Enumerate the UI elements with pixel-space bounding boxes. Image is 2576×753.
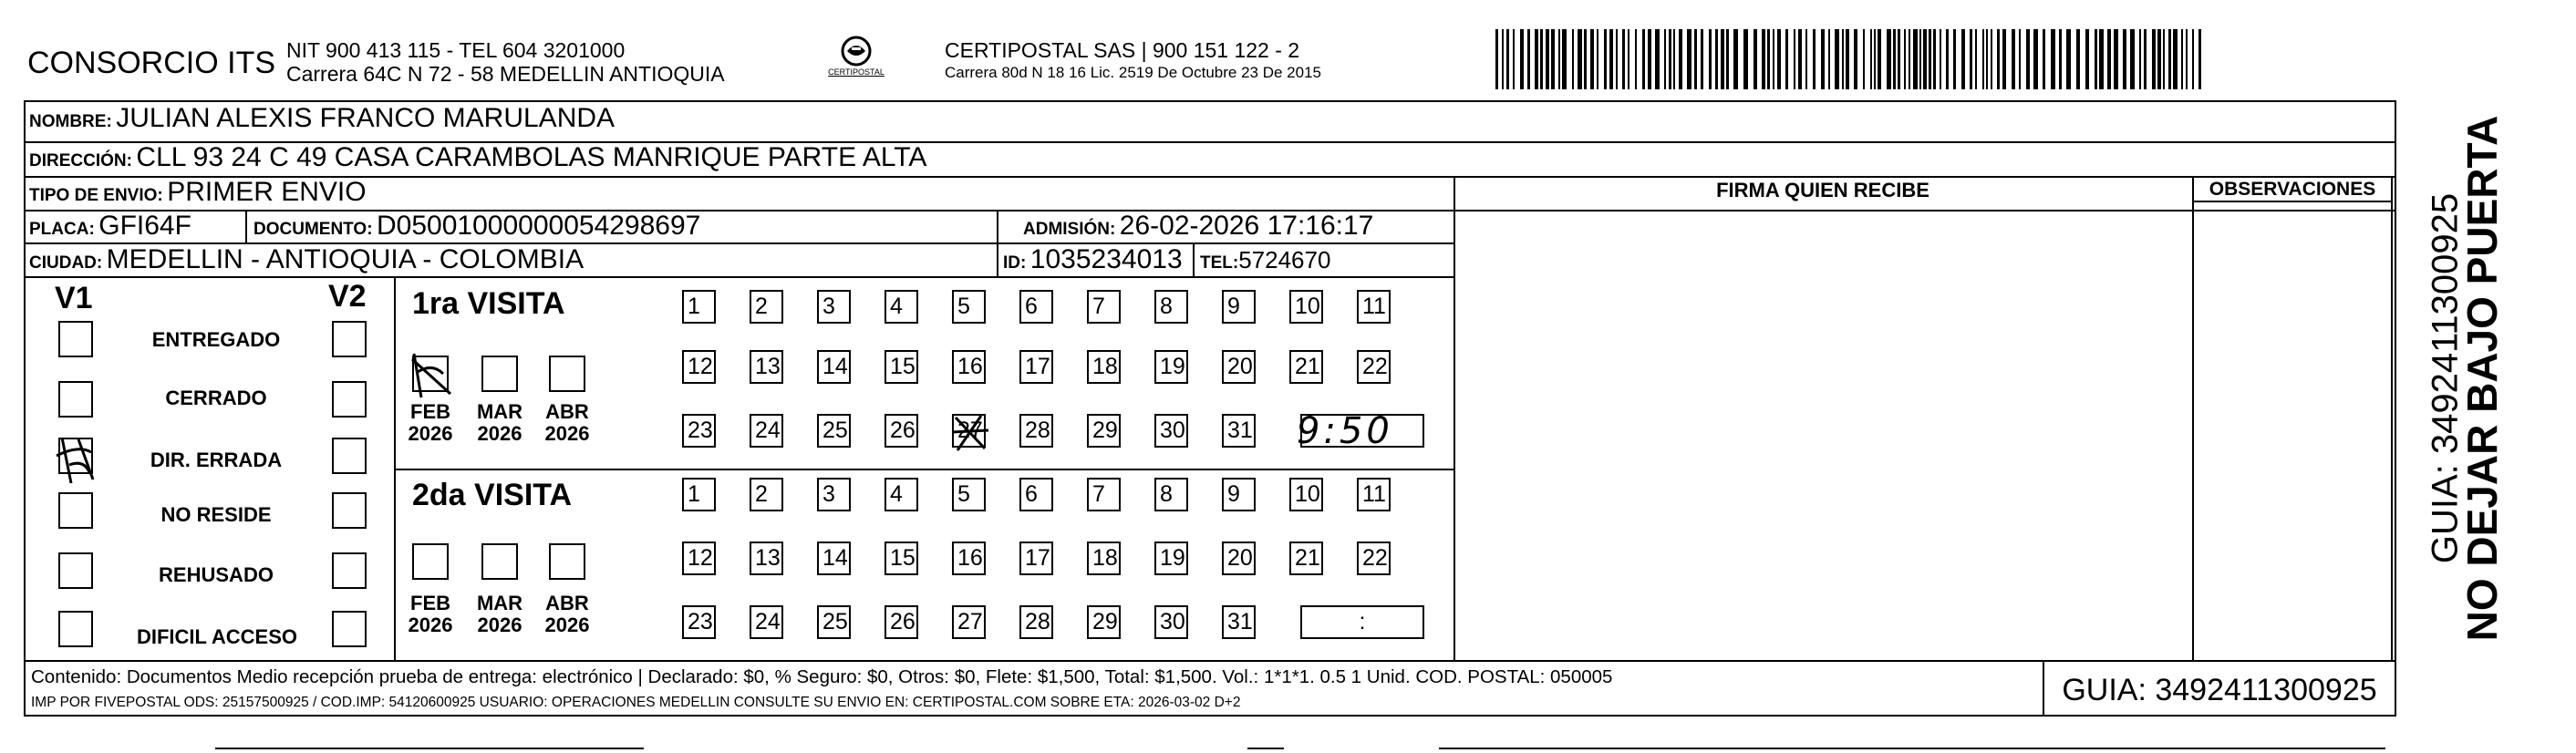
- placa-label: PLACA:: [29, 220, 95, 239]
- first-visit-day-10[interactable]: 10: [1289, 290, 1323, 324]
- second-visit-day-23[interactable]: 23: [682, 605, 716, 639]
- company-name: CONSORCIO ITS: [27, 46, 276, 80]
- first-visit-day-3[interactable]: 3: [817, 290, 851, 324]
- first-visit-day-25[interactable]: 25: [817, 414, 851, 448]
- first-visit-day-16[interactable]: 16: [952, 350, 986, 384]
- first-visit-day-2[interactable]: 2: [750, 290, 783, 324]
- ciudad-field: [29, 244, 584, 275]
- day-27-handwritten-mark: [948, 412, 990, 454]
- ciudad-label: CIUDAD:: [29, 253, 103, 273]
- second-visit-day-9[interactable]: 9: [1222, 478, 1256, 511]
- first-visit-day-8[interactable]: 8: [1154, 290, 1188, 324]
- second-visit-day-22[interactable]: 22: [1357, 542, 1391, 575]
- dir-errada-handwritten-mark: [51, 428, 106, 492]
- first-month-mar-label: MAR 2026: [476, 400, 523, 445]
- direccion-label: DIRECCIÓN:: [29, 151, 132, 170]
- firma-header: FIRMA QUIEN RECIBE: [1716, 179, 1929, 201]
- first-visit-day-5[interactable]: 5: [952, 290, 986, 324]
- second-visit-day-31[interactable]: 31: [1222, 605, 1256, 639]
- barcode: [1495, 29, 2218, 89]
- second-visit-day-13[interactable]: 13: [750, 542, 783, 575]
- first-visit-day-27[interactable]: 27: [952, 414, 986, 448]
- tipo-envio-field: [29, 177, 367, 208]
- status-dificil-acceso: DIFICIL ACCESO: [136, 625, 297, 648]
- direccion-field: [29, 142, 926, 173]
- admision-field: [1023, 211, 1373, 242]
- second-month-feb-label: FEB 2026: [408, 592, 453, 636]
- first-month-abr-label: ABR 2026: [544, 400, 590, 445]
- v2-rehusado-checkbox[interactable]: [332, 552, 367, 589]
- id-label: ID:: [1003, 253, 1027, 273]
- v2-entregado-checkbox[interactable]: [332, 321, 367, 357]
- second-visit-title: 2da VISITA: [412, 478, 573, 512]
- nombre-label: NOMBRE:: [29, 112, 112, 131]
- second-visit-day-3[interactable]: 3: [817, 478, 851, 511]
- v1-no-reside-checkbox[interactable]: [58, 492, 93, 529]
- second-month-abr-label: ABR 2026: [544, 592, 590, 636]
- first-visit-day-13[interactable]: 13: [750, 350, 783, 384]
- first-visit-day-21[interactable]: 21: [1289, 350, 1323, 384]
- second-visit-day-18[interactable]: 18: [1087, 542, 1121, 575]
- carrier-license: Carrera 80d N 18 16 Lic. 2519 De Octubre 23 De 2015: [945, 64, 1321, 81]
- v2-header: V2: [328, 279, 367, 314]
- first-visit-day-12[interactable]: 12: [682, 350, 716, 384]
- v2-dir-errada-checkbox[interactable]: [332, 438, 367, 474]
- first-visit-day-28[interactable]: 28: [1019, 414, 1053, 448]
- second-visit-day-1[interactable]: 1: [682, 478, 716, 511]
- second-visit-day-21[interactable]: 21: [1289, 542, 1323, 575]
- placa-field: [29, 211, 191, 242]
- documento-value: D05001000000054298697: [377, 211, 701, 241]
- first-visit-time-handwritten: 9:50: [1297, 410, 1393, 452]
- ciudad-value: MEDELLIN - ANTIOQUIA - COLOMBIA: [106, 244, 585, 274]
- second-visit-day-11[interactable]: 11: [1357, 478, 1391, 511]
- second-visit-day-2[interactable]: 2: [750, 478, 783, 511]
- second-visit-day-6[interactable]: 6: [1019, 478, 1053, 511]
- nombre-field: [29, 103, 615, 134]
- first-visit-day-22[interactable]: 22: [1357, 350, 1391, 384]
- second-visit-day-28[interactable]: 28: [1019, 605, 1053, 639]
- id-value: 1035234013: [1029, 244, 1183, 274]
- first-visit-day-24[interactable]: 24: [750, 414, 783, 448]
- no-dejar-bajo-puerta: NO DEJAR BAJO PUERTA: [2458, 115, 2506, 642]
- first-visit-day-6[interactable]: 6: [1019, 290, 1053, 324]
- nit-line: NIT 900 413 115 - TEL 604 3201000: [286, 38, 626, 62]
- first-visit-day-11[interactable]: 11: [1357, 290, 1391, 324]
- imp-line: IMP POR FIVEPOSTAL ODS: 25157500925 / COD.IMP: 54120600925 USUARIO: OPERACIONES MEDELLIN CONSULTE SU ENVIO EN: CERTIPOSTAL.COM SOBRE ETA: 2026-03-02 D+2: [31, 695, 1241, 710]
- feb-handwritten-mark: [405, 346, 460, 401]
- second-visit-day-15[interactable]: 15: [885, 542, 918, 575]
- documento-field: [253, 211, 700, 242]
- contenido-line: Contenido: Documentos Medio recepción prueba de entrega: electrónico | Declarado: $0, % Seguro: $0, Otros: $0, Flete: $1,500, Total: $1,500. Vol.: 1*1*1. 0.5 1 Unid. COD. POSTAL: 050005: [31, 666, 1613, 687]
- first-visit-day-23[interactable]: 23: [682, 414, 716, 448]
- footer-guia: GUIA: 3492411300925: [2062, 673, 2377, 707]
- v1-entregado-checkbox[interactable]: [58, 321, 93, 357]
- first-visit-title: 1ra VISITA: [412, 286, 565, 321]
- first-visit-day-29[interactable]: 29: [1087, 414, 1121, 448]
- second-month-mar-label: MAR 2026: [476, 592, 523, 636]
- placa-value: GFI64F: [98, 211, 191, 241]
- documento-label: DOCUMENTO:: [253, 220, 373, 239]
- second-visit-day-26[interactable]: 26: [885, 605, 918, 639]
- admision-label: ADMISIÓN:: [1023, 220, 1116, 239]
- status-entregado: ENTREGADO: [151, 328, 281, 351]
- second-month-mar-box[interactable]: [481, 543, 518, 580]
- tel-field: [1200, 246, 1330, 274]
- v1-rehusado-checkbox[interactable]: [58, 552, 93, 589]
- company-address: Carrera 64C N 72 - 58 MEDELLIN ANTIOQUIA: [286, 62, 725, 86]
- second-visit-day-17[interactable]: 17: [1019, 542, 1053, 575]
- v2-no-reside-checkbox[interactable]: [332, 492, 367, 529]
- direccion-value: CLL 93 24 C 49 CASA CARAMBOLAS MANRIQUE PARTE ALTA: [136, 142, 927, 172]
- admision-value: 26-02-2026 17:16:17: [1119, 211, 1374, 241]
- second-visit-day-29[interactable]: 29: [1087, 605, 1121, 639]
- first-visit-day-20[interactable]: 20: [1222, 350, 1256, 384]
- status-rehusado: REHUSADO: [159, 563, 274, 586]
- first-visit-day-9[interactable]: 9: [1222, 290, 1256, 324]
- status-no-reside: NO RESIDE: [160, 503, 272, 526]
- carrier-line: CERTIPOSTAL SAS | 900 151 122 - 2: [945, 38, 1300, 62]
- tipo-envio-value: PRIMER ENVIO: [167, 177, 367, 207]
- first-visit-day-17[interactable]: 17: [1019, 350, 1053, 384]
- status-dir-errada: DIR. ERRADA: [150, 449, 283, 471]
- logo-text: CERTIPOSTAL: [828, 67, 885, 77]
- first-visit-day-15[interactable]: 15: [885, 350, 918, 384]
- first-visit-day-31[interactable]: 31: [1222, 414, 1256, 448]
- nombre-value: JULIAN ALEXIS FRANCO MARULANDA: [116, 103, 616, 133]
- second-visit-day-19[interactable]: 19: [1154, 542, 1188, 575]
- second-visit-day-4[interactable]: 4: [885, 478, 918, 511]
- v2-cerrado-checkbox[interactable]: [332, 381, 367, 418]
- first-visit-day-19[interactable]: 19: [1154, 350, 1188, 384]
- second-visit-day-30[interactable]: 30: [1154, 605, 1188, 639]
- v1-cerrado-checkbox[interactable]: [58, 381, 93, 418]
- side-guia: GUIA: 3492411300925: [2425, 192, 2466, 564]
- second-visit-day-27[interactable]: 27: [952, 605, 986, 639]
- v1-dificil-acceso-checkbox[interactable]: [58, 611, 93, 647]
- first-visit-day-4[interactable]: 4: [885, 290, 918, 324]
- second-visit-day-8[interactable]: 8: [1154, 478, 1188, 511]
- tel-label: TEL:: [1200, 253, 1239, 273]
- first-visit-day-26[interactable]: 26: [885, 414, 918, 448]
- first-month-abr-box[interactable]: [549, 356, 585, 392]
- v2-dificil-acceso-checkbox[interactable]: [332, 611, 367, 647]
- second-visit-day-10[interactable]: 10: [1289, 478, 1323, 511]
- status-cerrado: CERRADO: [165, 387, 267, 409]
- second-visit-day-12[interactable]: 12: [682, 542, 716, 575]
- second-visit-day-7[interactable]: 7: [1087, 478, 1121, 511]
- second-visit-day-16[interactable]: 16: [952, 542, 986, 575]
- second-month-abr-box[interactable]: [549, 543, 585, 580]
- first-visit-day-14[interactable]: 14: [817, 350, 851, 384]
- first-month-mar-box[interactable]: [481, 356, 518, 392]
- certipostal-logo: [817, 33, 895, 84]
- second-month-feb-box[interactable]: [412, 543, 449, 580]
- second-visit-day-24[interactable]: 24: [750, 605, 783, 639]
- first-month-feb-label: FEB 2026: [408, 400, 453, 445]
- first-visit-day-18[interactable]: 18: [1087, 350, 1121, 384]
- first-visit-day-7[interactable]: 7: [1087, 290, 1121, 324]
- second-visit-day-20[interactable]: 20: [1222, 542, 1256, 575]
- tel-value: 5724670: [1238, 246, 1331, 273]
- observaciones-header: OBSERVACIONES: [2209, 179, 2376, 200]
- second-visit-day-25[interactable]: 25: [817, 605, 851, 639]
- v1-header: V1: [55, 281, 93, 315]
- second-visit-day-14[interactable]: 14: [817, 542, 851, 575]
- second-visit-time-box[interactable]: :: [1300, 605, 1424, 639]
- second-visit-day-5[interactable]: 5: [952, 478, 986, 511]
- tipo-envio-label: TIPO DE ENVIO:: [29, 186, 163, 205]
- first-visit-day-1[interactable]: 1: [682, 290, 716, 324]
- id-field: [1003, 244, 1183, 275]
- first-visit-day-30[interactable]: 30: [1154, 414, 1188, 448]
